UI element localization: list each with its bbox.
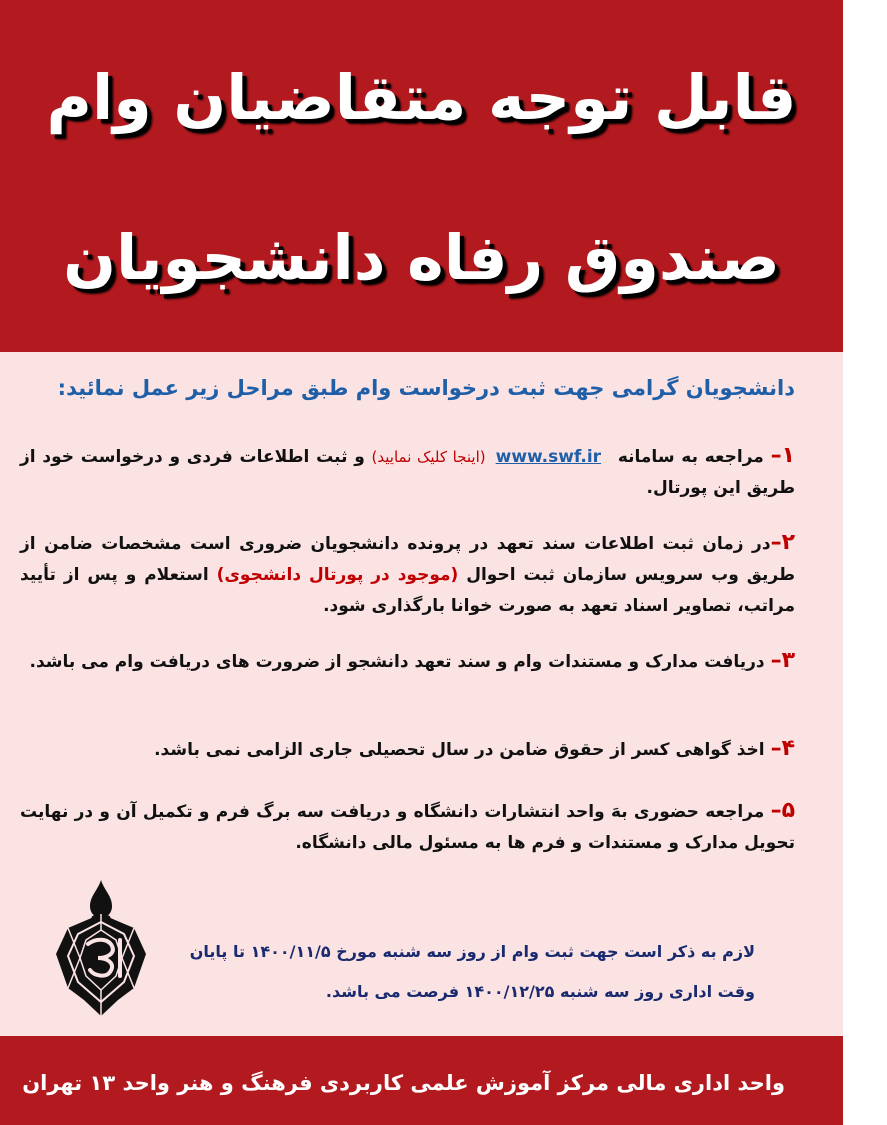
step-5-text: مراجعه حضوری بهَ واحد انتشارات دانشگاه و دریافت سه برگ فرم و تکمیل آن و در نهایت تحویل مدارک و مستندات و فرم ها به مسئول مالی دانشگاه.: [20, 802, 795, 853]
header-banner: [0, 0, 843, 352]
swf-link[interactable]: www.swf.ir: [495, 447, 602, 467]
step-1-text-before: مراجعه به سامانه: [611, 447, 771, 467]
click-here-hint[interactable]: (اینجا کلیک نمایید): [371, 448, 486, 466]
step-1-text-after: و ثبت اطلاعات فردی و درخواست خود از طریق این پورتال.: [20, 447, 795, 498]
title-line-2: صندوق رفاه دانشجویان: [63, 221, 780, 294]
step-2-text-b: استعلام و پس از تأیید مراتب، تصاویر اسناد تعهد به صورت خوانا بارگذاری شود.: [20, 565, 795, 616]
step-1-number: ۱–: [770, 443, 796, 468]
step-2-number: ۲–: [770, 530, 795, 555]
notice-line-1: لازم به ذکر است جهت ثبت وام از روز سه شنبه مورخ ۱۴۰۰/۱۱/۵ تا پایان: [189, 942, 755, 961]
footer-banner: [0, 1036, 843, 1125]
deadline-notice: [175, 932, 755, 1012]
notice-line-2: وقت اداری روز سه شنبه ۱۴۰۰/۱۲/۲۵ فرصت می باشد.: [325, 982, 755, 1001]
step-3-text: دریافت مدارک و مستندات وام و سند تعهد دانشجو از ضرورت های دریافت وام می باشد.: [29, 652, 771, 672]
step-5-number: ۵–: [770, 798, 795, 823]
intro-heading: دانشجویان گرامی جهت ثبت درخواست وام طبق مراحل زیر عمل نمائید:: [57, 376, 795, 400]
step-2-highlight: (موجود در پورتال دانشجوی): [216, 565, 459, 585]
step-2: [20, 527, 795, 622]
step-4-text: اخذ گواهی کسر از حقوق ضامن در سال تحصیلی جاری الزامی نمی باشد.: [154, 740, 771, 760]
step-5: [20, 795, 795, 859]
step-3: [20, 645, 795, 678]
step-4-number: ۴–: [770, 736, 795, 761]
step-4: [20, 733, 795, 766]
unit-13-emblem-icon: [50, 878, 152, 1018]
step-1: [20, 440, 795, 504]
step-2-text-a: در زمان ثبت اطلاعات سند تعهد در پرونده دانشجویان ضروری است مشخصات ضامن از طریق وب سرویس سازمان ثبت احوال: [20, 534, 795, 585]
step-3-number: ۳–: [770, 648, 795, 673]
title-line-1: قابل توجه متقاضیان وام: [46, 61, 797, 134]
footer-text: واحد اداری مالی مرکز آموزش علمی کاربردی فرهنگ و هنر واحد ۱۳ تهران: [22, 1071, 785, 1095]
